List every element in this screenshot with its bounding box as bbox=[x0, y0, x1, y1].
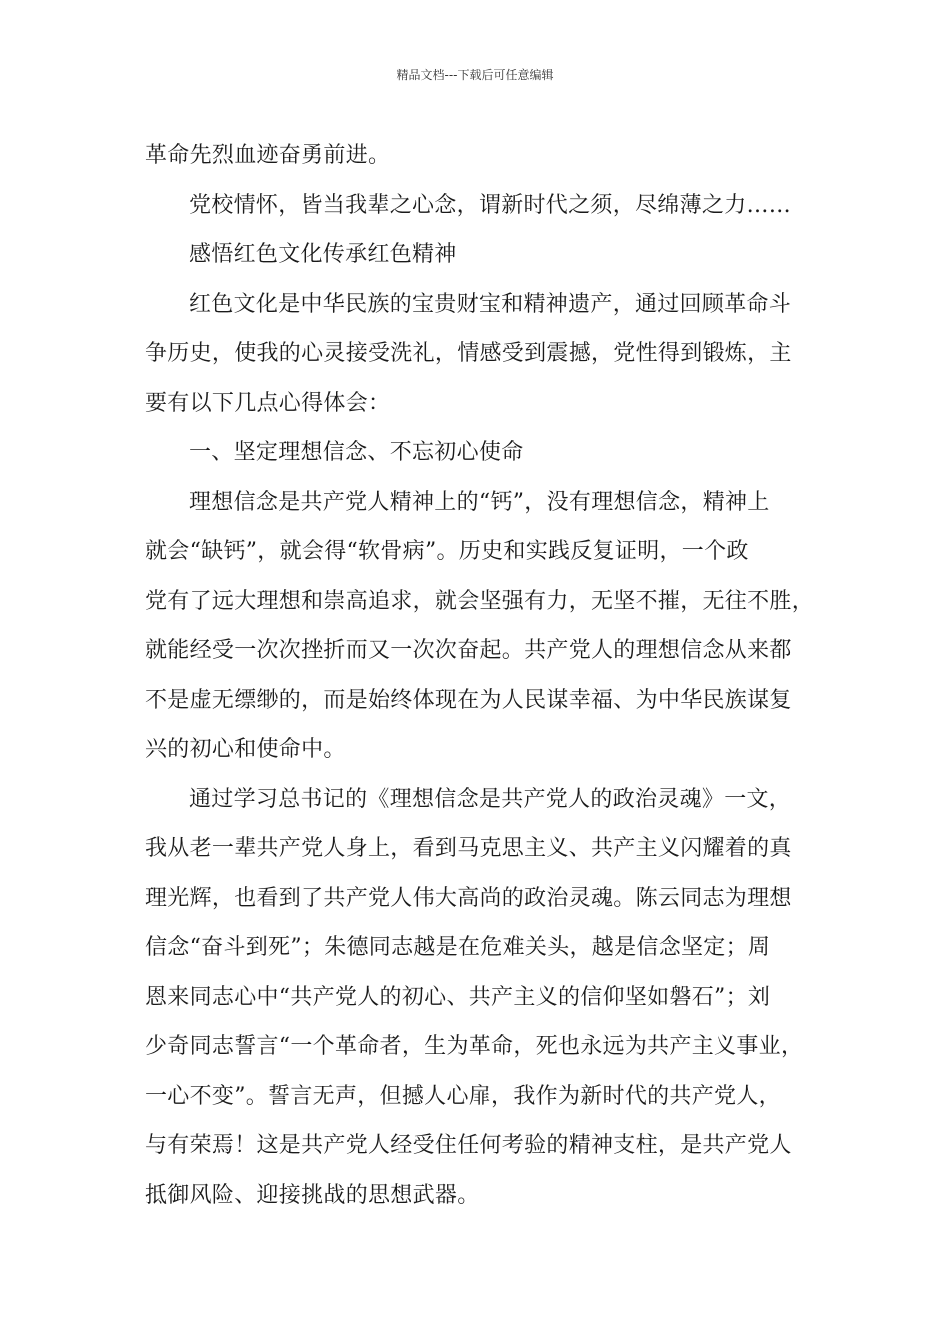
text-line: 少奇同志誓言“一个革命者，生为革命，死也永远为共产主义事业， bbox=[145, 1034, 804, 1059]
text-line: 我从老一辈共产党人身上，看到马克思主义、共产主义闪耀着的真 bbox=[145, 836, 792, 861]
text-line: 红色文化是中华民族的宝贵财宝和精神遗产，通过回顾革命斗 bbox=[189, 291, 792, 317]
text-line: 党校情怀，皆当我辈之心念，谓新时代之须，尽绵薄之力…… bbox=[189, 192, 792, 218]
text-line: 抵御风险、迎接挑战的思想武器。 bbox=[145, 1182, 480, 1208]
page-header: 精品文档---下载后可任意编辑 bbox=[396, 68, 554, 82]
text-line: 就会“缺钙”，就会得“软骨病”。历史和实践反复证明，一个政 bbox=[145, 539, 749, 564]
section-title: 感悟红色文化传承红色精神 bbox=[189, 242, 457, 267]
text-line: 一心不变”。誓言无声，但撼人心扉，我作为新时代的共产党人， bbox=[145, 1083, 781, 1109]
section-heading: 一、坚定理想信念、不忘初心使命 bbox=[189, 440, 524, 465]
text-line: 信念“奋斗到死”；朱德同志越是在危难关头，越是信念坚定；周 bbox=[145, 935, 771, 960]
document-body bbox=[145, 131, 815, 1220]
text-line: 通过学习总书记的《理想信念是共产党人的政治灵魂》一文， bbox=[189, 786, 792, 812]
text-line: 革命先烈血迹奋勇前进。 bbox=[145, 143, 391, 168]
text-line: 兴的初心和使命中。 bbox=[145, 737, 346, 762]
text-line: 要有以下几点心得体会： bbox=[145, 390, 391, 416]
text-line: 理想信念是共产党人精神上的“钙”，没有理想信念，精神上 bbox=[189, 489, 770, 515]
text-line: 就能经受一次次挫折而又一次次奋起。共产党人的理想信念从来都 bbox=[145, 638, 792, 663]
text-line: 与有荣焉！这是共产党人经受住任何考验的精神支柱，是共产党人 bbox=[145, 1133, 792, 1158]
text-line: 争历史，使我的心灵接受洗礼，情感受到震撼，党性得到锻炼，主 bbox=[145, 341, 792, 366]
text-line: 党有了远大理想和崇高追求，就会坚强有力，无坚不摧，无往不胜， bbox=[145, 588, 815, 614]
text-line: 不是虚无缥缈的，而是始终体现在为人民谋幸福、为中华民族谋复 bbox=[145, 687, 792, 713]
text-line: 恩来同志心中“共产党人的初心、共产主义的信仰坚如磐石”；刘 bbox=[145, 984, 771, 1010]
text-line: 理光辉，也看到了共产党人伟大高尚的政治灵魂。陈云同志为理想 bbox=[145, 885, 792, 911]
